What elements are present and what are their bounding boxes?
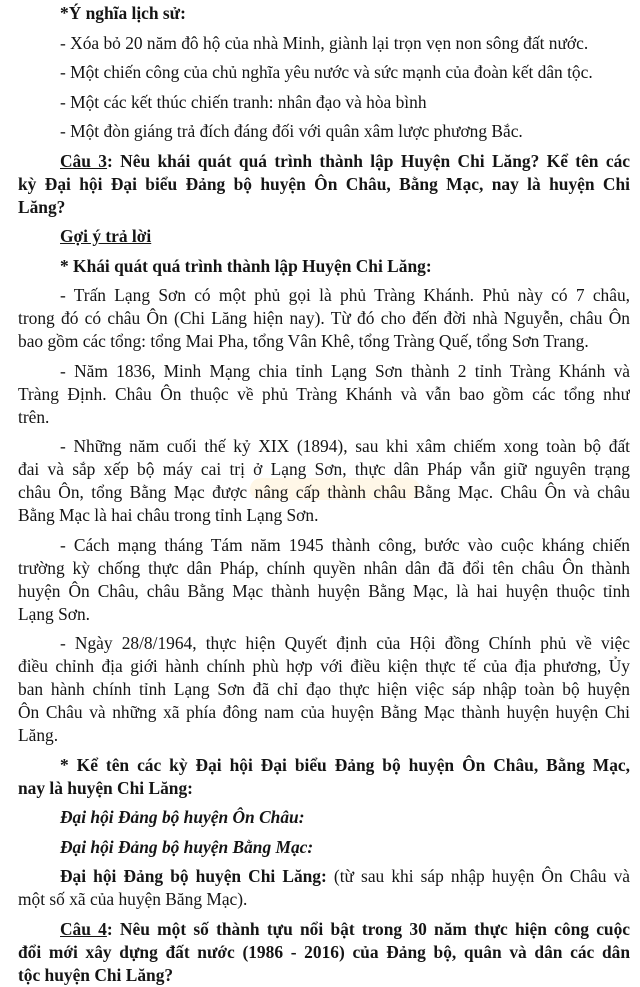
paragraph-line: Lăng.: [18, 725, 59, 745]
part1-paragraph: [18, 284, 630, 353]
significance-item: - Một chiến công của chủ nghĩa yêu nước và sức mạnh của đoàn kết dân tộc.: [60, 62, 593, 82]
paragraph-line: trên.: [18, 406, 50, 427]
significance-item: - Một các kết thúc chiến tranh: nhân đạo và hòa bình: [60, 91, 427, 112]
question-4-label: Câu 4: [60, 918, 107, 939]
part1-body: [18, 284, 630, 747]
question-4-text: : Nêu một số thành tựu nổi bật trong 30 năm thực hiện công cuộc: [106, 918, 630, 939]
paragraph-line: huyện Ôn Châu, châu Bằng Mạc thành huyện Bằng Mạc, là hai huyện thuộc tỉnh: [18, 580, 630, 601]
part2-heading-line: nay là huyện Chi Lăng:: [18, 777, 193, 798]
question-4-text: tộc huyện Chi Lăng?: [18, 964, 174, 985]
part1-paragraph: [18, 534, 630, 626]
congress-chi-lang-label: Đại hội Đảng bộ huyện Chi Lăng:: [60, 866, 327, 886]
document-page: [18, 2, 630, 987]
question-3-text: kỳ Đại hội Đại biểu Đảng bộ huyện Ôn Châu, Bằng Mạc, nay là huyện Chi: [18, 173, 630, 194]
paragraph-line: châu Ôn, tổng Bằng Mạc được nâng cấp thành châu Bằng Mạc. Châu Ôn và châu: [18, 482, 630, 502]
part1-paragraph: [18, 435, 630, 527]
question-3-text: : Nêu khái quát quá trình thành lập Huyện Chi Lăng? Kể tên các: [107, 150, 630, 171]
congress-bang-mac: Đại hội Đảng bộ huyện Bằng Mạc:: [60, 836, 314, 857]
question-4: [18, 918, 630, 987]
paragraph-line: - Ngày 28/8/1964, thực hiện Quyết định của Hội đồng Chính phủ về việc: [60, 633, 630, 653]
paragraph-line: Lạng Sơn.: [18, 603, 90, 624]
question-3: [18, 150, 630, 219]
significance-item: - Xóa bỏ 20 năm đô hộ của nhà Minh, giành lại trọn vẹn non sông đất nước.: [60, 32, 589, 53]
paragraph-line: - Năm 1836, Minh Mạng chia tỉnh Lạng Sơn thành 2 tỉnh Tràng Khánh và: [60, 360, 630, 381]
part2-heading: [18, 754, 630, 800]
congress-chi-lang-note: một số xã của huyện Băng Mạc).: [18, 889, 248, 909]
paragraph-line: Ôn Châu và những xã phía đông nam của huyện Bằng Mạc thành huyện huyện Chi: [18, 702, 630, 722]
congress-chi-lang-note: (từ sau khi sáp nhập huyện Ôn Châu và: [326, 866, 630, 886]
paragraph-line: Tràng Định. Châu Ôn thuộc về phủ Tràng Khánh và vẫn bao gồm các tổng như: [18, 383, 630, 404]
answer-hint-heading: [18, 225, 630, 248]
paragraph-line: - Trấn Lạng Sơn có một phủ gọi là phủ Tràng Khánh. Phủ này có 7 châu,: [60, 285, 630, 305]
paragraph-line: bao gồm các tổng: tổng Mai Pha, tổng Vân Khê, tổng Tràng Quế, tổng Sơn Trang.: [18, 331, 589, 351]
part1-paragraph: [18, 632, 630, 747]
paragraph-line: - Cách mạng tháng Tám năm 1945 thành công, bước vào cuộc kháng chiến: [60, 534, 630, 555]
paragraph-line: đai và sắp xếp bộ máy cai trị ở Lạng Sơn, thực dân Pháp vẫn giữ nguyên trạng: [18, 459, 630, 479]
significance-item: - Một đòn giáng trả đích đáng đối với quân xâm lược phương Bắc.: [60, 121, 523, 141]
significance-list: [18, 32, 630, 144]
paragraph-line: trong đó có châu Ôn (Chi Lăng hiện nay). Từ đó cho đến đời nhà Nguyễn, châu Ôn: [18, 308, 630, 328]
paragraph-line: ban hành chính tỉnh Lạng Sơn đã chỉ đạo thực hiện việc sáp nhập toàn bộ huyện: [18, 679, 630, 699]
answer-hint-label: Gợi ý trả lời: [60, 226, 152, 246]
question-3-text: Lăng?: [18, 196, 66, 217]
part1-heading: * Khái quát quá trình thành lập Huyện Chi Lăng:: [60, 255, 432, 276]
paragraph-line: điều chỉnh địa giới hành chính phù hợp với điều kiện thực tế của địa phương, Ủy: [18, 656, 630, 676]
congress-on-chau: Đại hội Đảng bộ huyện Ôn Châu:: [60, 807, 305, 827]
part1-paragraph: [18, 360, 630, 429]
paragraph-line: Bằng Mạc là hai châu trong tỉnh Lạng Sơn.: [18, 505, 319, 525]
paragraph-line: - Những năm cuối thế kỷ XIX (1894), sau khi xâm chiếm xong toàn bộ đất: [60, 436, 630, 456]
question-3-label: Câu 3: [60, 150, 107, 171]
significance-heading: *Ý nghĩa lịch sử:: [60, 3, 186, 23]
part2-heading-line: * Kể tên các kỳ Đại hội Đại biểu Đảng bộ huyện Ôn Châu, Bằng Mạc,: [60, 754, 630, 775]
question-4-text: đổi mới xây dựng đất nước (1986 - 2016) của Đảng bộ, quân và dân các dân: [18, 941, 630, 962]
paragraph-line: trường kỳ chống thực dân Pháp, chính quyền nhân dân đã đổi tên châu Ôn thành: [18, 557, 630, 578]
congress-chi-lang: [18, 865, 630, 911]
